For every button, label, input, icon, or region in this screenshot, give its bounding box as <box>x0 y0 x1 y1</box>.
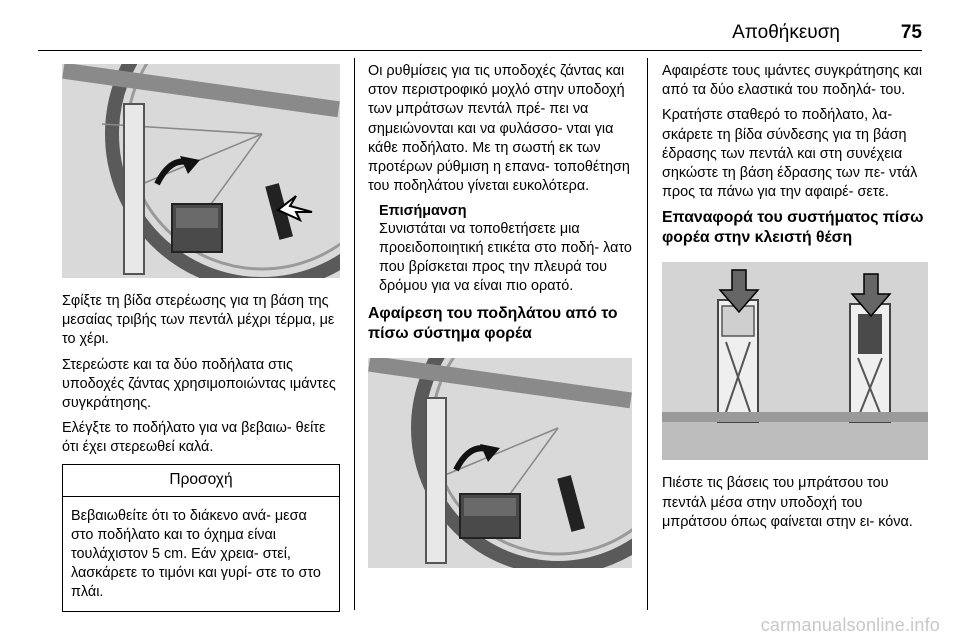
instruction-paragraph: Οι ρυθμίσεις για τις υποδοχές ζάντας και στον περιστροφικό μοχλό στην υποδοχή των μπράτσων πεντάλ πρέ- πει να σημειώνονται και να φυλάσσο- νται για κάθε ποδήλατο. Με τη σωστή εκ των προτέρων ρύθμιση η επανα- τοποθέτηση του ποδηλάτου γίνεται ευκολότερα. <box>368 63 630 195</box>
note-title: Επισήμανση <box>379 203 467 220</box>
instruction-paragraph: Ελέγξτε το ποδήλατο για να βεβαιω- θείτε ότι έχει στερεωθεί καλά. <box>62 420 326 456</box>
instruction-paragraph: Πιέστε τις βάσεις του μπράτσου του πεντάλ μέσα στην υποδοχή του μπράτσου όπως φαίνεται στην ει- κόνα. <box>662 475 913 530</box>
bike-carrier-figure-1 <box>62 64 340 278</box>
bike-strap-illustration <box>62 64 340 278</box>
column-divider-2 <box>647 58 648 610</box>
page-number: 75 <box>900 22 922 43</box>
column-divider-1 <box>354 58 355 610</box>
page-title: Αποθήκευση <box>732 22 840 43</box>
bike-carrier-figure-2 <box>368 358 632 568</box>
carrier-folding-figure <box>662 262 928 460</box>
note-box <box>379 202 632 296</box>
header-divider <box>38 50 922 51</box>
column-2 <box>368 62 632 568</box>
column-1 <box>62 62 340 612</box>
column-3 <box>662 62 928 538</box>
section-heading: Αφαίρεση του ποδηλάτου από το πίσω σύστημα φορέα <box>368 305 618 343</box>
instruction-paragraph: Σφίξτε τη βίδα στερέωσης για τη βάση της μεσαίας τριβής των πεντάλ μέχρι τέρμα, με το χέρι. <box>62 293 335 348</box>
watermark: carmanualsonline.info <box>760 615 940 635</box>
instruction-paragraph: Κρατήστε σταθερό το ποδήλατο, λα- σκάρετε τη βίδα σύνδεσης για τη βάση έδρασης των πεντάλ και στη συνέχεια σηκώστε τη βάση έδρασης των πε- ντάλ προς τα πάνω για την αφαιρέ- σετε. <box>662 107 918 201</box>
note-body: Συνιστάται να τοποθετήσετε μια προειδοποιητική ετικέτα στο ποδή- λατο που βρίσκεται προς την πλευρά του δρόμου για να είναι πιο ορατό. <box>379 221 632 295</box>
instruction-paragraph: Αφαιρέστε τους ιμάντες συγκράτησης και από τα δύο ελαστικά του ποδηλά- του. <box>662 63 923 99</box>
instruction-paragraph: Στερεώστε και τα δύο ποδήλατα στις υποδοχές ζάντας χρησιμοποιώντας ιμάντες συγκράτησης. <box>62 356 336 412</box>
caution-box <box>62 464 340 612</box>
bike-removal-illustration <box>368 358 632 568</box>
pedal-arm-holder-illustration <box>662 262 928 460</box>
caution-body: Βεβαιωθείτε ότι το διάκενο ανά- μεσα στο ποδήλατο και το όχημα είναι τουλάχιστον 5 cm. Εάν χρεια- στεί, λασκάρετε το τιμόνι και γυρί- στε το στο πλάι. <box>71 507 321 601</box>
caution-title: Προσοχή <box>63 465 339 497</box>
section-heading: Επαναφορά του συστήματος πίσω φορέα στην κλειστή θέση <box>662 209 924 247</box>
